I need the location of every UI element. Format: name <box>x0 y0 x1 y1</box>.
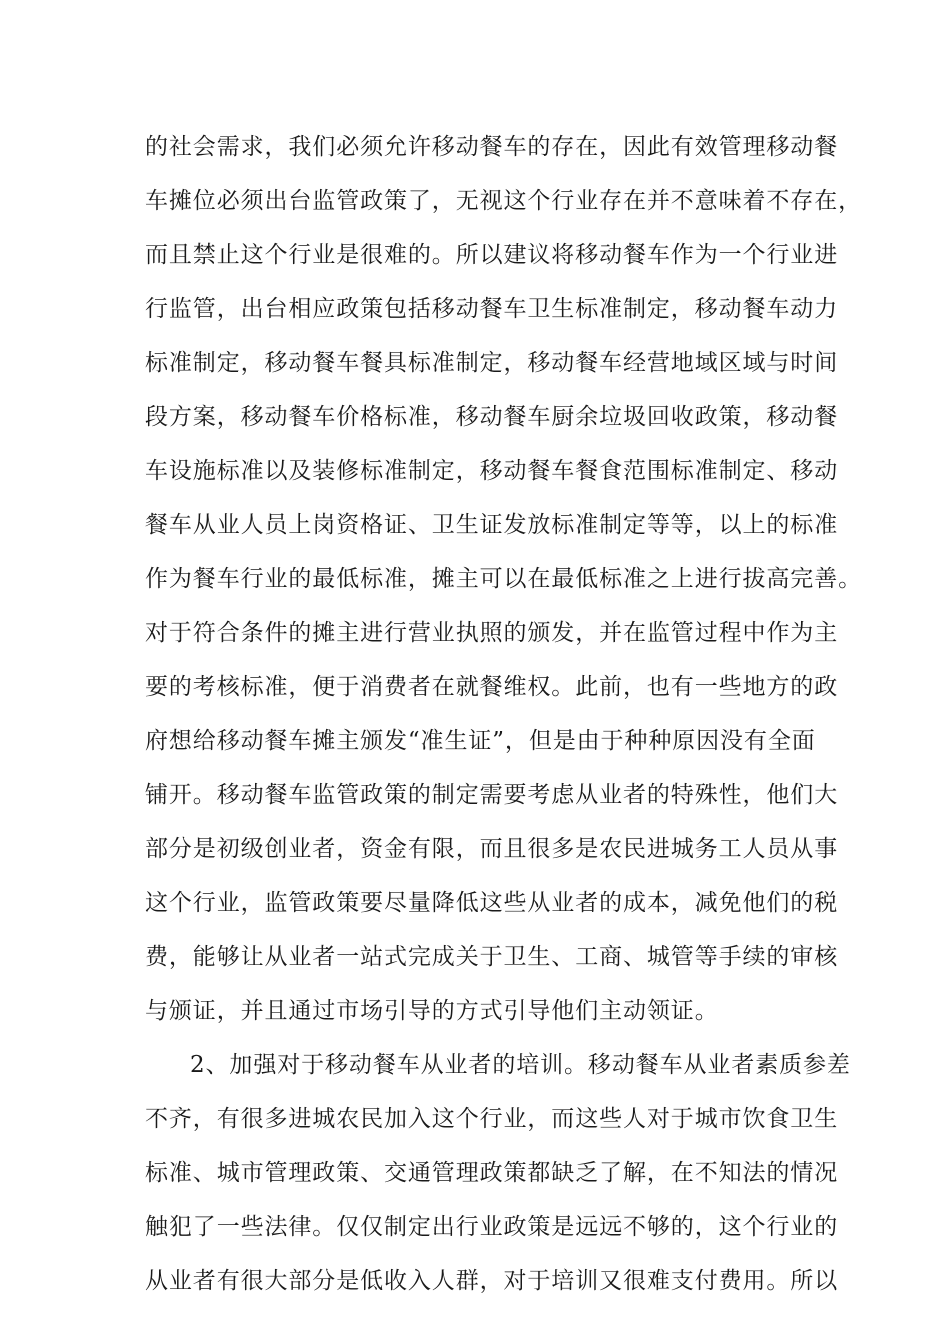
text-line: 车摊位必须出台监管政策了，无视这个行业存在并不意味着不存在， <box>145 188 862 214</box>
text-line: 要的考核标准，便于消费者在就餐维权。此前，也有一些地方的政 <box>145 674 839 700</box>
text-line: 作为餐车行业的最低标准，摊主可以在最低标准之上进行拔高完善。 <box>145 566 862 592</box>
text-line: 餐车从业人员上岗资格证、卫生证发放标准制定等等，以上的标准 <box>145 512 839 538</box>
text-line: 不齐，有很多进城农民加入这个行业，而这些人对于城市饮食卫生 <box>145 1106 839 1132</box>
text-line: 与颁证，并且通过市场引导的方式引导他们主动领证。 <box>145 998 719 1024</box>
text-line: 费，能够让从业者一站式完成关于卫生、工商、城管等手续的审核 <box>145 944 839 970</box>
text-line: 对于符合条件的摊主进行营业执照的颁发，并在监管过程中作为主 <box>145 620 839 646</box>
text-line: 部分是初级创业者，资金有限，而且很多是农民进城务工人员从事 <box>145 836 839 862</box>
text-line: 的社会需求，我们必须允许移动餐车的存在，因此有效管理移动餐 <box>145 134 839 160</box>
text-line: 2、加强对于移动餐车从业者的培训。移动餐车从业者素质参差 <box>190 1052 851 1078</box>
text-line: 车设施标准以及装修标准制定，移动餐车餐食范围标准制定、移动 <box>145 458 839 484</box>
text-line: 标准制定，移动餐车餐具标准制定，移动餐车经营地域区域与时间 <box>145 350 839 376</box>
text-line: 铺开。移动餐车监管政策的制定需要考虑从业者的特殊性，他们大 <box>145 782 839 808</box>
text-line: 段方案，移动餐车价格标准，移动餐车厨余垃圾回收政策，移动餐 <box>145 404 839 430</box>
text-line: 标准、城市管理政策、交通管理政策都缺乏了解，在不知法的情况 <box>145 1160 839 1186</box>
text-line: 从业者有很大部分是低收入人群，对于培训又很难支付费用。所以 <box>145 1268 839 1294</box>
text-line: 府想给移动餐车摊主颁发“准生证”，但是由于种种原因没有全面 <box>145 728 816 754</box>
text-line: 行监管，出台相应政策包括移动餐车卫生标准制定，移动餐车动力 <box>145 296 839 322</box>
text-line: 触犯了一些法律。仅仅制定出行业政策是远远不够的，这个行业的 <box>145 1214 839 1240</box>
text-line: 而且禁止这个行业是很难的。所以建议将移动餐车作为一个行业进 <box>145 242 839 268</box>
text-line: 这个行业，监管政策要尽量降低这些从业者的成本，减免他们的税 <box>145 890 839 916</box>
